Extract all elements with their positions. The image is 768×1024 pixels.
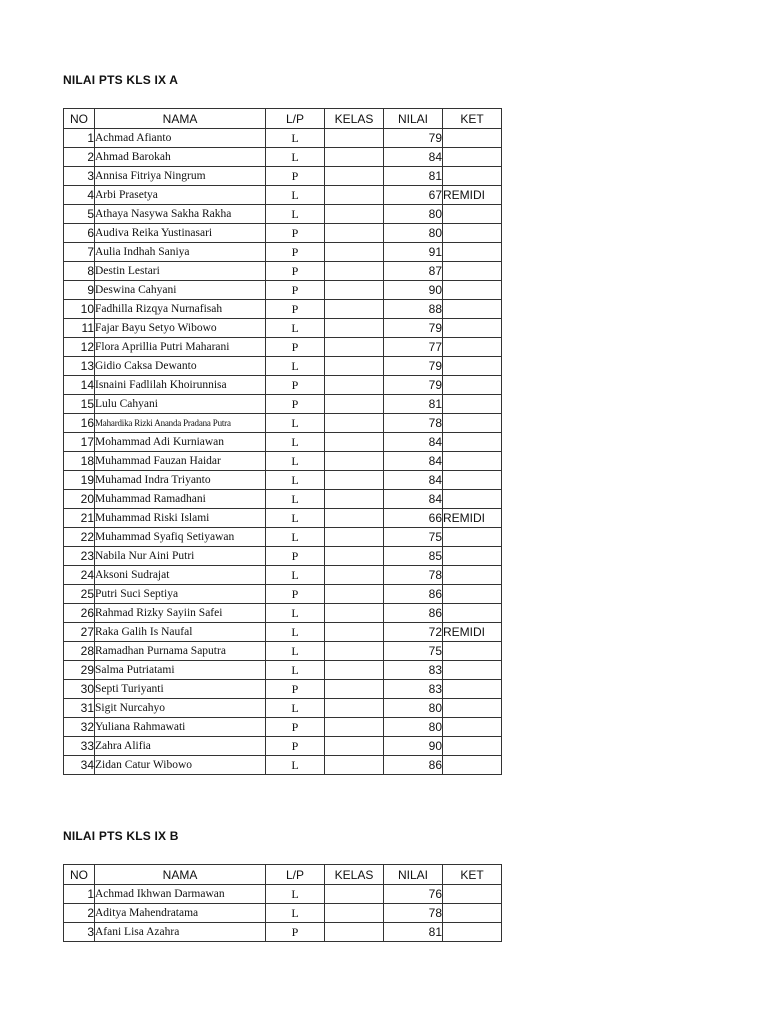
cell-lp: L bbox=[266, 566, 325, 585]
cell-ket: REMIDI bbox=[443, 623, 502, 642]
table-row bbox=[64, 376, 502, 395]
cell-ket bbox=[443, 528, 502, 547]
cell-lp: L bbox=[266, 604, 325, 623]
cell-nama: Ahmad Barokah bbox=[95, 148, 266, 167]
cell-kelas bbox=[325, 357, 384, 376]
column-header-nama: NAMA bbox=[95, 109, 266, 129]
cell-nilai: 81 bbox=[384, 167, 443, 186]
column-header-kelas: KELAS bbox=[325, 865, 384, 885]
cell-no: 13 bbox=[64, 357, 95, 376]
table-row bbox=[64, 604, 502, 623]
table-row bbox=[64, 737, 502, 756]
cell-no: 30 bbox=[64, 680, 95, 699]
cell-nama: Sigit Nurcahyo bbox=[95, 699, 266, 718]
cell-kelas bbox=[325, 680, 384, 699]
cell-ket bbox=[443, 167, 502, 186]
cell-nama: Septi Turiyanti bbox=[95, 680, 266, 699]
table-row bbox=[64, 547, 502, 566]
cell-ket bbox=[443, 243, 502, 262]
cell-nama: Muhammad Riski Islami bbox=[95, 509, 266, 528]
cell-nama: Gidio Caksa Dewanto bbox=[95, 357, 266, 376]
cell-lp: P bbox=[266, 585, 325, 604]
cell-nilai: 66 bbox=[384, 509, 443, 528]
cell-ket bbox=[443, 604, 502, 623]
cell-no: 25 bbox=[64, 585, 95, 604]
table-row bbox=[64, 338, 502, 357]
cell-kelas bbox=[325, 547, 384, 566]
cell-lp: L bbox=[266, 661, 325, 680]
table-row bbox=[64, 623, 502, 642]
cell-nama: Aksoni Sudrajat bbox=[95, 566, 266, 585]
cell-nilai: 91 bbox=[384, 243, 443, 262]
cell-no: 15 bbox=[64, 395, 95, 414]
cell-ket bbox=[443, 885, 502, 904]
cell-nama: Zahra Alifia bbox=[95, 737, 266, 756]
table-row bbox=[64, 680, 502, 699]
cell-kelas bbox=[325, 319, 384, 338]
cell-no: 7 bbox=[64, 243, 95, 262]
cell-lp: P bbox=[266, 680, 325, 699]
cell-lp: P bbox=[266, 167, 325, 186]
table-row bbox=[64, 904, 502, 923]
table-row bbox=[64, 585, 502, 604]
cell-lp: P bbox=[266, 718, 325, 737]
cell-nilai: 76 bbox=[384, 885, 443, 904]
cell-kelas bbox=[325, 904, 384, 923]
cell-no: 10 bbox=[64, 300, 95, 319]
cell-no: 31 bbox=[64, 699, 95, 718]
cell-no: 2 bbox=[64, 148, 95, 167]
cell-lp: L bbox=[266, 319, 325, 338]
cell-ket bbox=[443, 129, 502, 148]
cell-nama: Yuliana Rahmawati bbox=[95, 718, 266, 737]
table-row bbox=[64, 281, 502, 300]
column-header-kelas: KELAS bbox=[325, 109, 384, 129]
cell-ket bbox=[443, 566, 502, 585]
cell-kelas bbox=[325, 737, 384, 756]
cell-no: 20 bbox=[64, 490, 95, 509]
table-row bbox=[64, 243, 502, 262]
cell-ket bbox=[443, 585, 502, 604]
cell-nama: Putri Suci Septiya bbox=[95, 585, 266, 604]
table-row bbox=[64, 490, 502, 509]
cell-kelas bbox=[325, 623, 384, 642]
cell-no: 33 bbox=[64, 737, 95, 756]
cell-ket bbox=[443, 281, 502, 300]
column-header-ket: KET bbox=[443, 109, 502, 129]
table-row bbox=[64, 319, 502, 338]
cell-kelas bbox=[325, 243, 384, 262]
cell-lp: L bbox=[266, 490, 325, 509]
cell-nilai: 84 bbox=[384, 148, 443, 167]
cell-nama: Ramadhan Purnama Saputra bbox=[95, 642, 266, 661]
cell-nilai: 84 bbox=[384, 452, 443, 471]
cell-no: 18 bbox=[64, 452, 95, 471]
cell-no: 11 bbox=[64, 319, 95, 338]
cell-lp: L bbox=[266, 904, 325, 923]
cell-nama: Aditya Mahendratama bbox=[95, 904, 266, 923]
cell-kelas bbox=[325, 129, 384, 148]
cell-no: 3 bbox=[64, 923, 95, 942]
cell-nilai: 90 bbox=[384, 281, 443, 300]
cell-no: 16 bbox=[64, 414, 95, 433]
cell-lp: P bbox=[266, 923, 325, 942]
table-row bbox=[64, 262, 502, 281]
cell-kelas bbox=[325, 167, 384, 186]
table-row bbox=[64, 699, 502, 718]
cell-lp: P bbox=[266, 395, 325, 414]
cell-nama: Achmad Ikhwan Darmawan bbox=[95, 885, 266, 904]
cell-lp: P bbox=[266, 262, 325, 281]
cell-no: 19 bbox=[64, 471, 95, 490]
cell-ket bbox=[443, 471, 502, 490]
cell-lp: L bbox=[266, 452, 325, 471]
cell-nilai: 83 bbox=[384, 680, 443, 699]
cell-ket bbox=[443, 433, 502, 452]
cell-nilai: 79 bbox=[384, 129, 443, 148]
cell-lp: P bbox=[266, 281, 325, 300]
cell-no: 23 bbox=[64, 547, 95, 566]
table-row bbox=[64, 129, 502, 148]
cell-no: 12 bbox=[64, 338, 95, 357]
table-row bbox=[64, 661, 502, 680]
cell-kelas bbox=[325, 756, 384, 775]
cell-lp: L bbox=[266, 205, 325, 224]
cell-no: 26 bbox=[64, 604, 95, 623]
cell-no: 28 bbox=[64, 642, 95, 661]
cell-no: 22 bbox=[64, 528, 95, 547]
cell-kelas bbox=[325, 281, 384, 300]
header-row bbox=[64, 109, 502, 129]
cell-lp: L bbox=[266, 528, 325, 547]
table-row bbox=[64, 528, 502, 547]
cell-lp: L bbox=[266, 129, 325, 148]
cell-lp: L bbox=[266, 357, 325, 376]
cell-no: 2 bbox=[64, 904, 95, 923]
cell-no: 3 bbox=[64, 167, 95, 186]
cell-kelas bbox=[325, 566, 384, 585]
column-header-nilai: NILAI bbox=[384, 109, 443, 129]
table-row bbox=[64, 885, 502, 904]
cell-nilai: 72 bbox=[384, 623, 443, 642]
cell-ket bbox=[443, 300, 502, 319]
cell-kelas bbox=[325, 642, 384, 661]
cell-nama: Rahmad Rizky Sayiin Safei bbox=[95, 604, 266, 623]
cell-nama: Muhammad Fauzan Haidar bbox=[95, 452, 266, 471]
cell-lp: P bbox=[266, 224, 325, 243]
cell-ket bbox=[443, 224, 502, 243]
column-header-nilai: NILAI bbox=[384, 865, 443, 885]
cell-nilai: 84 bbox=[384, 471, 443, 490]
cell-nama: Mohammad Adi Kurniawan bbox=[95, 433, 266, 452]
cell-ket: REMIDI bbox=[443, 509, 502, 528]
cell-nama: Flora Aprillia Putri Maharani bbox=[95, 338, 266, 357]
cell-ket bbox=[443, 904, 502, 923]
cell-nilai: 75 bbox=[384, 528, 443, 547]
cell-ket bbox=[443, 338, 502, 357]
cell-nama: Destin Lestari bbox=[95, 262, 266, 281]
cell-nilai: 80 bbox=[384, 718, 443, 737]
cell-nilai: 79 bbox=[384, 376, 443, 395]
column-header-lp: L/P bbox=[266, 865, 325, 885]
cell-nama: Afani Lisa Azahra bbox=[95, 923, 266, 942]
cell-kelas bbox=[325, 585, 384, 604]
cell-nilai: 78 bbox=[384, 414, 443, 433]
cell-kelas bbox=[325, 433, 384, 452]
table-row bbox=[64, 224, 502, 243]
cell-nilai: 86 bbox=[384, 585, 443, 604]
cell-ket bbox=[443, 699, 502, 718]
cell-ket bbox=[443, 490, 502, 509]
table-row bbox=[64, 433, 502, 452]
cell-ket bbox=[443, 395, 502, 414]
cell-lp: P bbox=[266, 338, 325, 357]
cell-kelas bbox=[325, 661, 384, 680]
cell-nilai: 78 bbox=[384, 904, 443, 923]
cell-no: 21 bbox=[64, 509, 95, 528]
cell-lp: L bbox=[266, 186, 325, 205]
grade-table-ix-a bbox=[63, 108, 502, 775]
cell-nilai: 86 bbox=[384, 756, 443, 775]
cell-nama: Raka Galih Is Naufal bbox=[95, 623, 266, 642]
cell-kelas bbox=[325, 148, 384, 167]
cell-nilai: 81 bbox=[384, 923, 443, 942]
cell-nilai: 79 bbox=[384, 357, 443, 376]
cell-nama: Lulu Cahyani bbox=[95, 395, 266, 414]
cell-nama: Fajar Bayu Setyo Wibowo bbox=[95, 319, 266, 338]
table-row bbox=[64, 923, 502, 942]
cell-kelas bbox=[325, 262, 384, 281]
table-row bbox=[64, 186, 502, 205]
table-row bbox=[64, 395, 502, 414]
cell-ket: REMIDI bbox=[443, 186, 502, 205]
cell-no: 27 bbox=[64, 623, 95, 642]
table-row bbox=[64, 566, 502, 585]
cell-nilai: 78 bbox=[384, 566, 443, 585]
cell-no: 32 bbox=[64, 718, 95, 737]
cell-ket bbox=[443, 923, 502, 942]
cell-lp: L bbox=[266, 756, 325, 775]
table-row bbox=[64, 509, 502, 528]
cell-nilai: 85 bbox=[384, 547, 443, 566]
cell-nilai: 77 bbox=[384, 338, 443, 357]
cell-lp: P bbox=[266, 300, 325, 319]
cell-nama: Muhammad Ramadhani bbox=[95, 490, 266, 509]
cell-no: 29 bbox=[64, 661, 95, 680]
cell-nama: Achmad Afianto bbox=[95, 129, 266, 148]
table-row bbox=[64, 300, 502, 319]
table-row bbox=[64, 452, 502, 471]
cell-lp: P bbox=[266, 243, 325, 262]
cell-kelas bbox=[325, 205, 384, 224]
cell-nama: Athaya Nasywa Sakha Rakha bbox=[95, 205, 266, 224]
cell-ket bbox=[443, 205, 502, 224]
cell-kelas bbox=[325, 452, 384, 471]
cell-nilai: 75 bbox=[384, 642, 443, 661]
cell-kelas bbox=[325, 490, 384, 509]
table-row bbox=[64, 718, 502, 737]
cell-no: 24 bbox=[64, 566, 95, 585]
cell-nama: Salma Putriatami bbox=[95, 661, 266, 680]
cell-ket bbox=[443, 452, 502, 471]
cell-lp: L bbox=[266, 623, 325, 642]
cell-nilai: 87 bbox=[384, 262, 443, 281]
cell-ket bbox=[443, 756, 502, 775]
cell-nilai: 84 bbox=[384, 433, 443, 452]
cell-nilai: 80 bbox=[384, 205, 443, 224]
header-row bbox=[64, 865, 502, 885]
grade-table-ix-b bbox=[63, 864, 502, 942]
cell-kelas bbox=[325, 699, 384, 718]
cell-no: 1 bbox=[64, 885, 95, 904]
cell-nama: Muhammad Syafiq Setiyawan bbox=[95, 528, 266, 547]
column-header-no: NO bbox=[64, 865, 95, 885]
cell-kelas bbox=[325, 604, 384, 623]
cell-kelas bbox=[325, 376, 384, 395]
cell-nama: Fadhilla Rizqya Nurnafisah bbox=[95, 300, 266, 319]
cell-nilai: 83 bbox=[384, 661, 443, 680]
cell-nilai: 80 bbox=[384, 224, 443, 243]
cell-no: 1 bbox=[64, 129, 95, 148]
cell-nilai: 86 bbox=[384, 604, 443, 623]
cell-nilai: 84 bbox=[384, 490, 443, 509]
cell-ket bbox=[443, 737, 502, 756]
cell-kelas bbox=[325, 300, 384, 319]
cell-lp: P bbox=[266, 737, 325, 756]
section-title-ix-a: NILAI PTS KLS IX A bbox=[63, 73, 179, 87]
cell-lp: L bbox=[266, 699, 325, 718]
column-header-ket: KET bbox=[443, 865, 502, 885]
cell-kelas bbox=[325, 395, 384, 414]
cell-nilai: 81 bbox=[384, 395, 443, 414]
cell-no: 9 bbox=[64, 281, 95, 300]
cell-kelas bbox=[325, 528, 384, 547]
cell-lp: L bbox=[266, 433, 325, 452]
cell-lp: P bbox=[266, 547, 325, 566]
cell-kelas bbox=[325, 509, 384, 528]
cell-ket bbox=[443, 376, 502, 395]
cell-kelas bbox=[325, 885, 384, 904]
cell-nama: Audiva Reika Yustinasari bbox=[95, 224, 266, 243]
cell-ket bbox=[443, 414, 502, 433]
cell-nilai: 80 bbox=[384, 699, 443, 718]
cell-nama: Muhamad Indra Triyanto bbox=[95, 471, 266, 490]
table-row bbox=[64, 471, 502, 490]
cell-ket bbox=[443, 148, 502, 167]
cell-lp: L bbox=[266, 885, 325, 904]
cell-lp: L bbox=[266, 642, 325, 661]
cell-ket bbox=[443, 262, 502, 281]
cell-nilai: 79 bbox=[384, 319, 443, 338]
cell-no: 17 bbox=[64, 433, 95, 452]
cell-ket bbox=[443, 718, 502, 737]
cell-nilai: 67 bbox=[384, 186, 443, 205]
cell-nama: Mahardika Rizki Ananda Pradana Putra bbox=[95, 414, 266, 433]
cell-kelas bbox=[325, 224, 384, 243]
cell-nama: Nabila Nur Aini Putri bbox=[95, 547, 266, 566]
cell-ket bbox=[443, 642, 502, 661]
cell-lp: L bbox=[266, 148, 325, 167]
cell-no: 5 bbox=[64, 205, 95, 224]
cell-ket bbox=[443, 319, 502, 338]
cell-nama: Annisa Fitriya Ningrum bbox=[95, 167, 266, 186]
cell-kelas bbox=[325, 338, 384, 357]
cell-kelas bbox=[325, 923, 384, 942]
cell-lp: L bbox=[266, 471, 325, 490]
column-header-lp: L/P bbox=[266, 109, 325, 129]
table-row bbox=[64, 642, 502, 661]
cell-lp: L bbox=[266, 509, 325, 528]
table-row bbox=[64, 756, 502, 775]
section-title-ix-b: NILAI PTS KLS IX B bbox=[63, 829, 179, 843]
cell-ket bbox=[443, 680, 502, 699]
cell-nama: Deswina Cahyani bbox=[95, 281, 266, 300]
cell-lp: L bbox=[266, 414, 325, 433]
cell-no: 6 bbox=[64, 224, 95, 243]
column-header-nama: NAMA bbox=[95, 865, 266, 885]
cell-lp: P bbox=[266, 376, 325, 395]
cell-ket bbox=[443, 547, 502, 566]
cell-nama: Zidan Catur Wibowo bbox=[95, 756, 266, 775]
table-row bbox=[64, 167, 502, 186]
table-row bbox=[64, 148, 502, 167]
cell-nama: Aulia Indhah Saniya bbox=[95, 243, 266, 262]
cell-kelas bbox=[325, 414, 384, 433]
table-row bbox=[64, 414, 502, 433]
cell-no: 34 bbox=[64, 756, 95, 775]
column-header-no: NO bbox=[64, 109, 95, 129]
table-row bbox=[64, 205, 502, 224]
cell-kelas bbox=[325, 718, 384, 737]
cell-no: 8 bbox=[64, 262, 95, 281]
cell-no: 14 bbox=[64, 376, 95, 395]
cell-nama: Isnaini Fadlilah Khoirunnisa bbox=[95, 376, 266, 395]
cell-nama: Arbi Prasetya bbox=[95, 186, 266, 205]
cell-kelas bbox=[325, 471, 384, 490]
table-row bbox=[64, 357, 502, 376]
cell-kelas bbox=[325, 186, 384, 205]
cell-ket bbox=[443, 661, 502, 680]
cell-nilai: 90 bbox=[384, 737, 443, 756]
cell-no: 4 bbox=[64, 186, 95, 205]
cell-ket bbox=[443, 357, 502, 376]
cell-nilai: 88 bbox=[384, 300, 443, 319]
